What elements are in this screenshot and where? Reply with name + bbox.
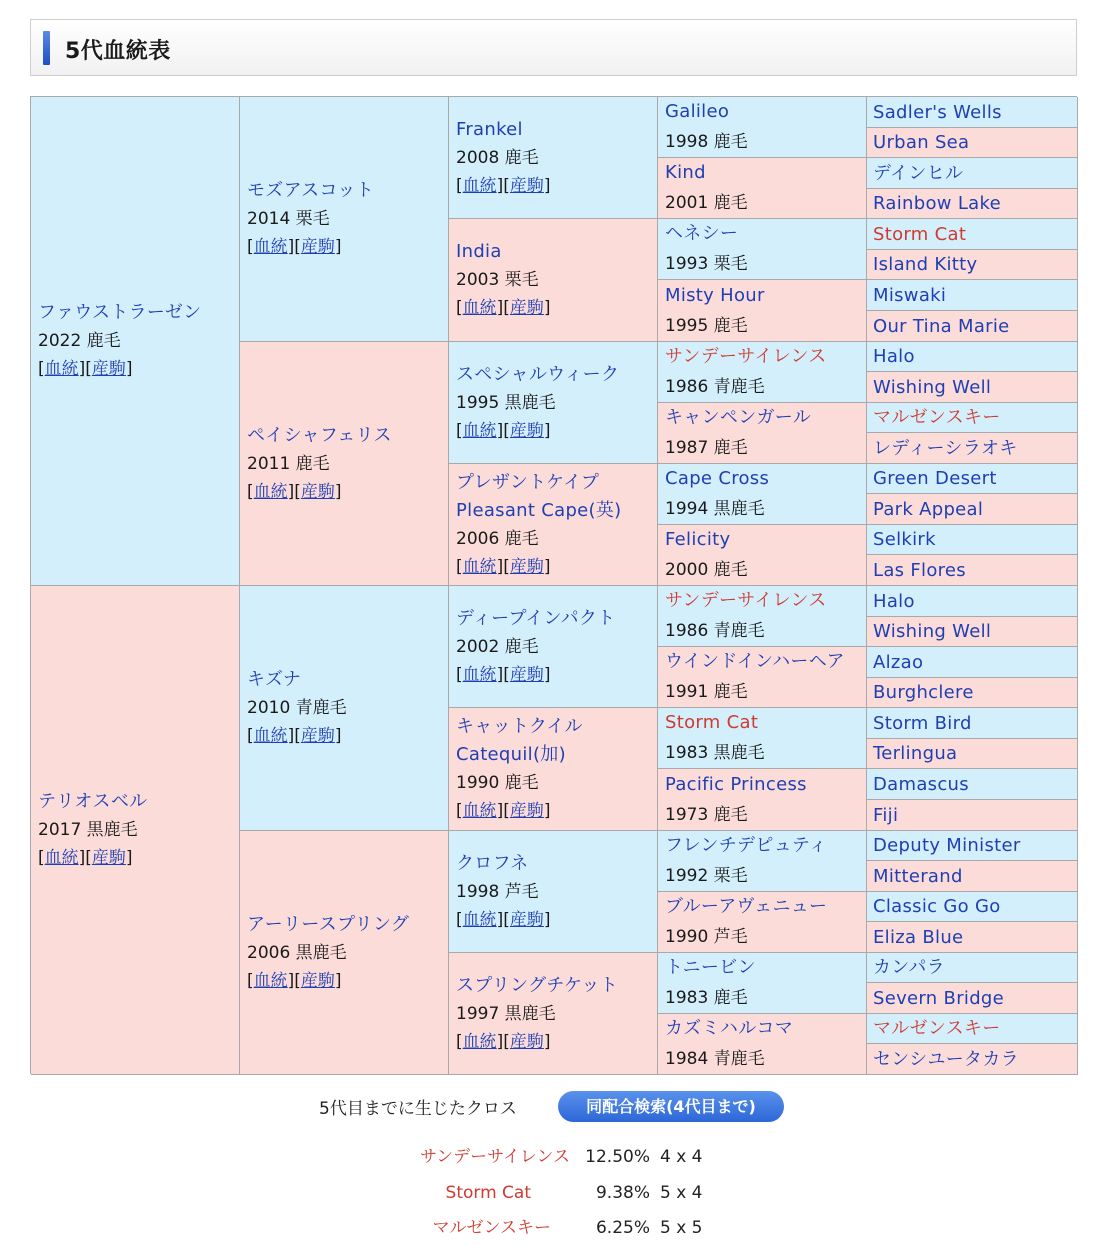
offspring-link[interactable]: 産駒 xyxy=(509,1031,544,1052)
pedigree-cell-gen4 xyxy=(658,586,867,647)
pedigree-cell-gen3 xyxy=(449,97,658,219)
horse-name-link[interactable]: Halo xyxy=(873,590,915,612)
horse-name-link[interactable]: Storm Cat xyxy=(873,223,967,245)
horse-name-link[interactable]: クロフネ xyxy=(456,852,529,874)
pedigree-cell-gen4 xyxy=(658,403,867,464)
horse-info: 2010 青鹿毛 xyxy=(247,698,347,718)
horse-info: 2022 鹿毛 xyxy=(38,331,121,351)
pedigree-cell-gen5 xyxy=(867,861,1078,892)
pedigree-cell-gen5 xyxy=(867,739,1078,769)
offspring-link[interactable]: 産駒 xyxy=(300,481,335,502)
horse-name-link[interactable]: ウインドインハーヘア xyxy=(665,651,845,672)
pedigree-cell-gen5 xyxy=(867,342,1078,372)
horse-foreign-name-link[interactable]: Pleasant Cape(英) xyxy=(456,499,622,521)
cross-generation: 5 x 5 xyxy=(660,1218,703,1238)
horse-info: 2000 鹿毛 xyxy=(665,560,748,580)
horse-links: [血統][産駒] xyxy=(456,298,551,318)
horse-name-link[interactable]: Terlingua xyxy=(873,743,958,764)
pedigree-cell-gen5 xyxy=(867,922,1078,953)
horse-name-link[interactable]: Rainbow Lake xyxy=(873,193,1001,214)
horse-name-link[interactable]: テリオスベル xyxy=(38,791,148,812)
pedigree-cell-gen4 xyxy=(658,953,867,1014)
horse-info: 1998 鹿毛 xyxy=(665,132,748,152)
pedigree-cell-gen5 xyxy=(867,831,1078,861)
horse-links: [血統][産駒] xyxy=(247,970,342,991)
offspring-link[interactable]: 産駒 xyxy=(91,848,126,868)
pedigree-cell-gen4 xyxy=(658,708,867,769)
horse-name-link[interactable]: プレザントケイプ xyxy=(456,471,600,493)
cross-percent: 9.38% xyxy=(595,1183,650,1203)
section-header xyxy=(30,19,1077,76)
pedigree-cell-gen2 xyxy=(240,97,449,342)
horse-links: [血統][産駒] xyxy=(38,359,133,379)
offspring-link[interactable]: 産駒 xyxy=(509,556,544,577)
pedigree-cell-gen5 xyxy=(867,983,1078,1014)
horse-name-link[interactable]: Wishing Well xyxy=(873,621,992,642)
horse-name-link[interactable]: サンデーサイレンス xyxy=(665,590,827,611)
horse-name-link[interactable]: Miswaki xyxy=(873,284,947,306)
horse-name-link[interactable]: サンデーサイレンス xyxy=(665,346,827,367)
pedigree-cell-gen4 xyxy=(658,342,867,403)
horse-name-link[interactable]: キャットクイル xyxy=(456,716,583,737)
crosses-label: 5代目までに生じたクロス xyxy=(319,1099,517,1119)
horse-name-link[interactable]: Classic Go Go xyxy=(873,896,1001,917)
pedigree-cell-gen4 xyxy=(658,158,867,219)
horse-name-link[interactable]: Storm Cat xyxy=(665,712,759,733)
offspring-link[interactable]: 産駒 xyxy=(509,801,544,821)
horse-name-link[interactable]: Urban Sea xyxy=(873,132,970,153)
pedigree-cell-gen3 xyxy=(449,219,658,342)
horse-info: 1997 黒鹿毛 xyxy=(456,1003,556,1024)
horse-name-link[interactable]: Pacific Princess xyxy=(665,773,807,795)
cross-generation: 4 x 4 xyxy=(660,1147,703,1167)
horse-links: [血統][産駒] xyxy=(456,909,551,930)
pedigree-link[interactable]: 血統 xyxy=(462,664,497,685)
horse-info: 2003 栗毛 xyxy=(456,270,539,290)
horse-info: 2017 黒鹿毛 xyxy=(38,820,138,840)
pedigree-cell-gen2 xyxy=(240,342,449,586)
horse-name-link[interactable]: ファウストラーゼン xyxy=(38,302,202,323)
pedigree-cell-gen5 xyxy=(867,494,1078,525)
offspring-link[interactable]: 産駒 xyxy=(509,909,544,930)
horse-name-link[interactable]: Sadler's Wells xyxy=(873,101,1002,123)
pedigree-cell-gen5 xyxy=(867,678,1078,708)
horse-name-link[interactable]: Mitterand xyxy=(873,865,963,887)
pedigree-cell-gen4 xyxy=(658,831,867,892)
horse-links: [血統][産駒] xyxy=(456,664,551,685)
horse-name-link[interactable]: Fiji xyxy=(873,804,899,826)
pedigree-link[interactable]: 血統 xyxy=(462,909,497,930)
cross-row xyxy=(0,1181,1093,1205)
horse-links: [血統][産駒] xyxy=(456,175,551,196)
pedigree-cell-gen5 xyxy=(867,1044,1078,1075)
pedigree-cell-gen2 xyxy=(240,586,449,831)
horse-info: 1983 鹿毛 xyxy=(665,988,748,1008)
pedigree-link[interactable]: 血統 xyxy=(462,801,497,821)
horse-name-link[interactable]: Kind xyxy=(665,162,706,183)
pedigree-cell-gen5 xyxy=(867,525,1078,555)
horse-name-link[interactable]: デインヒル xyxy=(873,162,964,184)
horse-name-link[interactable]: Misty Hour xyxy=(665,284,765,306)
horse-links: [血統][産駒] xyxy=(247,726,342,746)
horse-info: 1986 青鹿毛 xyxy=(665,377,765,397)
pedigree-cell-gen5 xyxy=(867,555,1078,586)
offspring-link[interactable]: 産駒 xyxy=(509,175,544,196)
horse-name-link[interactable]: スペシャルウィーク xyxy=(456,363,620,385)
pedigree-cell-gen5 xyxy=(867,617,1078,647)
offspring-link[interactable]: 産駒 xyxy=(300,726,335,746)
offspring-link[interactable]: 産駒 xyxy=(509,298,544,318)
pedigree-cell-gen5 xyxy=(867,892,1078,922)
horse-name-link[interactable]: Alzao xyxy=(873,651,924,673)
horse-name-link[interactable]: Our Tina Marie xyxy=(873,315,1010,337)
horse-info: 1983 黒鹿毛 xyxy=(665,743,765,763)
pedigree-cell-gen3 xyxy=(449,953,658,1075)
horse-name-link[interactable]: マルゼンスキー xyxy=(873,407,1001,428)
horse-info: 1973 鹿毛 xyxy=(665,804,748,825)
pedigree-cell-gen5 xyxy=(867,158,1078,189)
horse-name-link[interactable]: フレンチデピュティ xyxy=(665,835,828,856)
pedigree-cell-gen5 xyxy=(867,372,1078,403)
horse-foreign-name-link[interactable]: Catequil(加) xyxy=(456,744,566,765)
horse-name-link[interactable]: Galileo xyxy=(665,101,730,122)
horse-info: 1990 鹿毛 xyxy=(456,773,539,793)
page-title: 5代血統表 xyxy=(65,39,171,64)
cross-row xyxy=(0,1216,1093,1240)
horse-info: 1986 青鹿毛 xyxy=(665,621,765,641)
pedigree-cell-gen5 xyxy=(867,647,1078,678)
pedigree-cell-gen5 xyxy=(867,1014,1078,1044)
pedigree-cell-gen4 xyxy=(658,1014,867,1075)
pedigree-cell-gen5 xyxy=(867,953,1078,983)
horse-info: 1991 鹿毛 xyxy=(665,682,748,702)
horse-info: 1984 青鹿毛 xyxy=(665,1049,765,1069)
horse-info: 1990 芦毛 xyxy=(665,927,748,947)
pedigree-cell-gen5 xyxy=(867,464,1078,494)
pedigree-cell-gen5 xyxy=(867,280,1078,311)
horse-name-link[interactable]: ブルーアヴェニュー xyxy=(665,896,828,917)
pedigree-cell-gen4 xyxy=(658,647,867,708)
pedigree-cell-gen3 xyxy=(449,586,658,708)
cross-generation: 5 x 4 xyxy=(660,1183,703,1203)
horse-name-link[interactable]: カンパラ xyxy=(873,957,945,978)
pedigree-cell-gen5 xyxy=(867,769,1078,800)
horse-name-link[interactable]: キャンペンガール xyxy=(665,407,812,428)
pedigree-cell-gen4 xyxy=(658,97,867,158)
same-breeding-search-button[interactable]: 同配合検索(4代目まで) xyxy=(558,1091,784,1122)
pedigree-cell-gen2 xyxy=(240,831,449,1075)
pedigree-cell-gen3 xyxy=(449,342,658,464)
pedigree-cell-gen5 xyxy=(867,128,1078,158)
horse-name-link[interactable]: センシユータカラ xyxy=(873,1048,1019,1070)
pedigree-link[interactable]: 血統 xyxy=(462,556,497,577)
pedigree-cell-gen5 xyxy=(867,586,1078,617)
pedigree-cell-gen5 xyxy=(867,708,1078,739)
horse-info: 1994 黒鹿毛 xyxy=(665,499,765,519)
horse-links: [血統][産駒] xyxy=(456,420,551,441)
horse-name-link[interactable]: Island Kitty xyxy=(873,254,978,275)
horse-info: 1992 栗毛 xyxy=(665,866,748,886)
offspring-link[interactable]: 産駒 xyxy=(300,970,335,991)
horse-info: 2006 鹿毛 xyxy=(456,528,539,549)
pedigree-cell-gen4 xyxy=(658,464,867,525)
horse-info: 1995 鹿毛 xyxy=(665,315,748,336)
pedigree-link[interactable]: 血統 xyxy=(462,420,497,441)
horse-name-link[interactable]: Damascus xyxy=(873,773,969,795)
horse-links: [血統][産駒] xyxy=(247,237,342,257)
horse-name-link[interactable]: Deputy Minister xyxy=(873,835,1021,856)
header-accent-bar xyxy=(43,31,50,65)
horse-info: 2006 黒鹿毛 xyxy=(247,942,347,963)
pedigree-cell-gen4 xyxy=(658,525,867,586)
horse-name-link[interactable]: アーリースプリング xyxy=(247,913,410,935)
pedigree-link[interactable]: 血統 xyxy=(253,481,288,502)
pedigree-link[interactable]: 血統 xyxy=(253,970,288,991)
pedigree-cell-gen1 xyxy=(31,97,240,586)
horse-name-link[interactable]: キズナ xyxy=(247,669,302,690)
offspring-link[interactable]: 産駒 xyxy=(509,420,544,441)
horse-name-link[interactable]: Storm Bird xyxy=(873,712,972,734)
horse-name-link[interactable]: Burghclere xyxy=(873,682,974,703)
horse-name-link[interactable]: Frankel xyxy=(456,118,523,140)
pedigree-link[interactable]: 血統 xyxy=(462,298,497,318)
horse-name-link[interactable]: ヘネシー xyxy=(665,223,739,244)
horse-info: 2008 鹿毛 xyxy=(456,147,539,168)
horse-name-link[interactable]: ペイシャフェリス xyxy=(247,424,392,446)
offspring-link[interactable]: 産駒 xyxy=(91,359,126,379)
pedigree-cell-gen5 xyxy=(867,189,1078,219)
pedigree-cell-gen4 xyxy=(658,769,867,831)
horse-info: 2014 栗毛 xyxy=(247,209,330,229)
cross-horse-link[interactable]: サンデーサイレンス xyxy=(419,1147,570,1167)
cross-percent: 12.50% xyxy=(585,1147,650,1167)
horse-name-link[interactable]: Green Desert xyxy=(873,468,997,489)
pedigree-cell-gen5 xyxy=(867,433,1078,464)
pedigree-link[interactable]: 血統 xyxy=(253,726,288,746)
horse-name-link[interactable]: モズアスコット xyxy=(247,180,375,201)
horse-info: 1998 芦毛 xyxy=(456,881,539,902)
horse-name-link[interactable]: India xyxy=(456,241,502,262)
horse-name-link[interactable]: Severn Bridge xyxy=(873,987,1005,1009)
pedigree-cell-gen1 xyxy=(31,586,240,1075)
cross-percent: 6.25% xyxy=(595,1218,650,1238)
pedigree-cell-gen5 xyxy=(867,97,1078,128)
pedigree-cell-gen4 xyxy=(658,892,867,953)
cross-horse-link[interactable]: マルゼンスキー xyxy=(432,1218,551,1238)
horse-name-link[interactable]: Eliza Blue xyxy=(873,926,964,948)
pedigree-cell-gen3 xyxy=(449,464,658,586)
pedigree-link[interactable]: 血統 xyxy=(253,237,288,257)
horse-name-link[interactable]: トニービン xyxy=(665,957,756,978)
pedigree-cell-gen5 xyxy=(867,311,1078,342)
horse-name-link[interactable]: Halo xyxy=(873,346,915,367)
horse-info: 1993 栗毛 xyxy=(665,254,748,274)
horse-info: 2011 鹿毛 xyxy=(247,453,330,474)
horse-links: [血統][産駒] xyxy=(456,801,551,821)
horse-name-link[interactable]: ディープインパクト xyxy=(456,607,616,629)
horse-name-link[interactable]: Park Appeal xyxy=(873,498,984,520)
horse-links: [血統][産駒] xyxy=(38,848,133,868)
horse-name-link[interactable]: Selkirk xyxy=(873,529,936,550)
pedigree-cell-gen4 xyxy=(658,219,867,280)
horse-name-link[interactable]: カズミハルコマ xyxy=(665,1018,794,1039)
horse-name-link[interactable]: Las Flores xyxy=(873,559,966,581)
horse-name-link[interactable]: マルゼンスキー xyxy=(873,1018,1001,1039)
pedigree-link[interactable]: 血統 xyxy=(44,359,79,379)
cross-horse-link[interactable]: Storm Cat xyxy=(445,1183,531,1203)
horse-name-link[interactable]: Felicity xyxy=(665,529,731,550)
pedigree-link[interactable]: 血統 xyxy=(44,848,79,868)
pedigree-cell-gen5 xyxy=(867,403,1078,433)
offspring-link[interactable]: 産駒 xyxy=(300,237,335,257)
horse-info: 1987 鹿毛 xyxy=(665,438,748,458)
pedigree-table xyxy=(30,96,1077,1074)
horse-name-link[interactable]: レディーシラオキ xyxy=(873,437,1018,459)
pedigree-link[interactable]: 血統 xyxy=(462,1031,497,1052)
offspring-link[interactable]: 産駒 xyxy=(509,664,544,685)
pedigree-cell-gen3 xyxy=(449,708,658,831)
horse-name-link[interactable]: スプリングチケット xyxy=(456,974,618,996)
horse-info: 2001 鹿毛 xyxy=(665,193,748,213)
horse-links: [血統][産駒] xyxy=(456,1031,551,1052)
horse-info: 1995 黒鹿毛 xyxy=(456,392,556,413)
horse-name-link[interactable]: Wishing Well xyxy=(873,376,992,398)
pedigree-link[interactable]: 血統 xyxy=(462,175,497,196)
horse-name-link[interactable]: Cape Cross xyxy=(665,468,770,489)
pedigree-cell-gen3 xyxy=(449,831,658,953)
horse-links: [血統][産駒] xyxy=(247,481,342,502)
pedigree-cell-gen5 xyxy=(867,219,1078,250)
cross-row xyxy=(0,1145,1093,1169)
pedigree-cell-gen5 xyxy=(867,250,1078,280)
pedigree-cell-gen5 xyxy=(867,800,1078,831)
horse-links: [血統][産駒] xyxy=(456,556,551,577)
pedigree-cell-gen4 xyxy=(658,280,867,342)
horse-info: 2002 鹿毛 xyxy=(456,636,539,657)
